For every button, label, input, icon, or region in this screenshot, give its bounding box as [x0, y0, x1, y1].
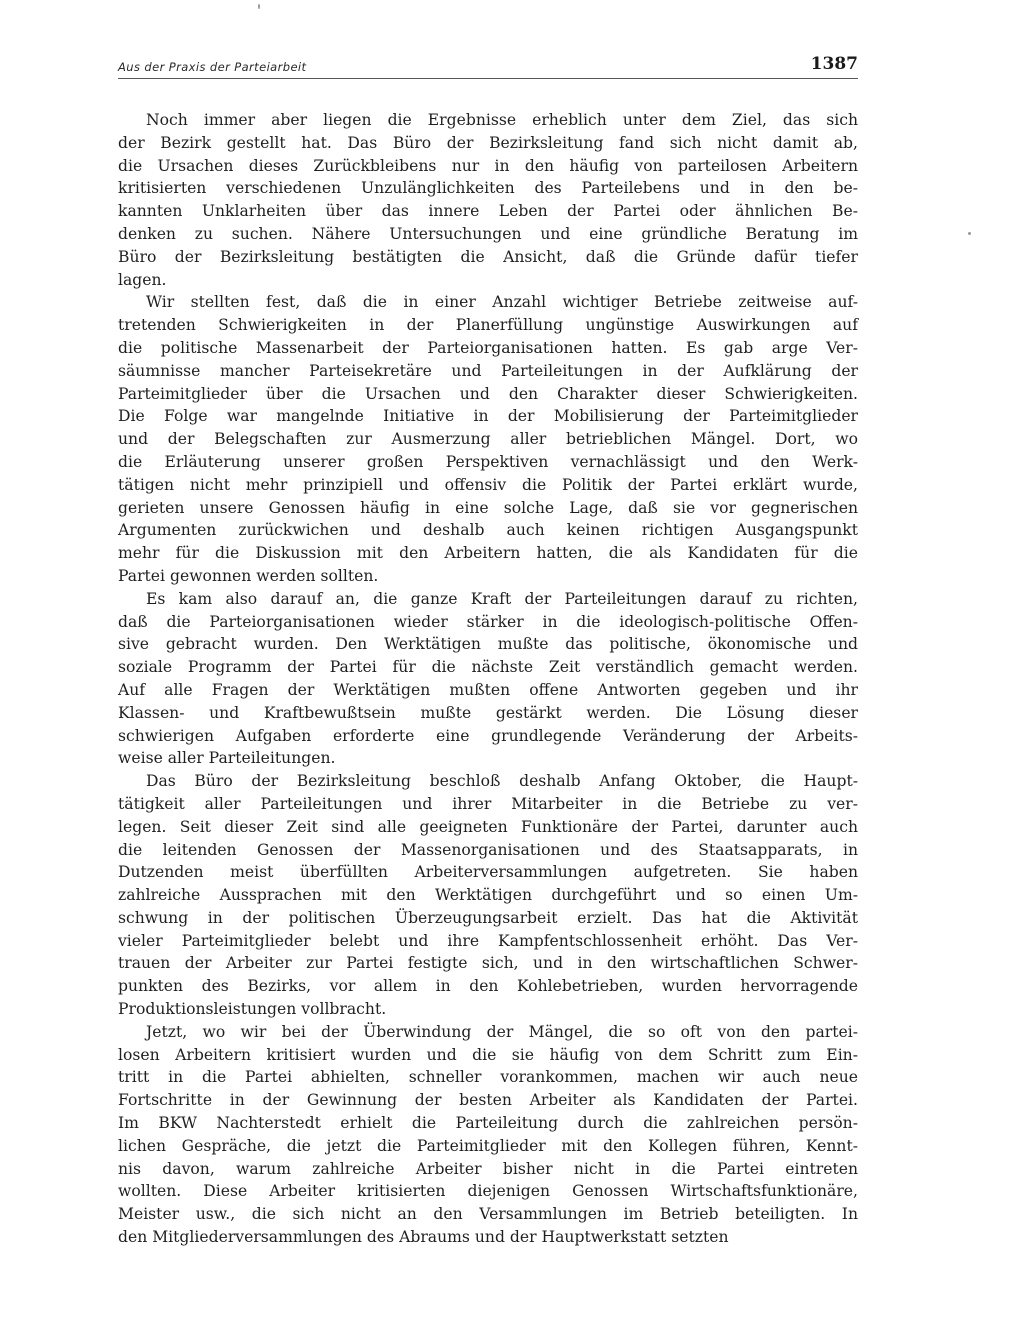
text-line: weise aller Parteileitungen.: [118, 749, 336, 768]
text-line: mehr für die Diskussion mit den Arbeitern hatten, die als Kandidaten für die: [118, 544, 858, 563]
text-line: Klassen- und Kraftbewußtsein mußte gestärkt werden. Die Lösung dieser: [118, 703, 858, 722]
header-rule: [118, 78, 858, 79]
text-line: Parteimitglieder über die Ursachen und den Charakter dieser Schwierigkeiten.: [118, 384, 858, 403]
scan-speck: [968, 232, 971, 235]
text-line: punkten des Bezirks, vor allem in den Kohlebetrieben, wurden hervorragende: [118, 977, 858, 996]
body-text: [118, 109, 858, 1249]
running-head: Aus der Praxis der Parteiarbeit: [118, 60, 307, 74]
text-line: und der Belegschaften zur Ausmerzung aller betrieblichen Mängel. Dort, wo: [118, 430, 858, 449]
text-line: Partei gewonnen werden sollten.: [118, 566, 379, 585]
text-line: tätigen nicht mehr prinzipiell und offensiv die Politik der Partei erklärt wurde,: [118, 475, 858, 494]
text-line: Argumenten zurückwichen und deshalb auch keinen richtigen Ausgangspunkt: [118, 521, 858, 540]
text-line: zahlreiche Aussprachen mit den Werktätigen durchgeführt und so einen Um-: [118, 886, 858, 905]
text-line: lagen.: [118, 270, 167, 289]
text-line: die leitenden Genossen der Massenorganisationen und des Staatsapparats, in: [118, 840, 858, 859]
text-line: Produktionsleistungen vollbracht.: [118, 1000, 387, 1019]
text-line: tretenden Schwierigkeiten in der Planerfüllung ungünstige Auswirkungen auf: [118, 316, 858, 335]
text-line: denken zu suchen. Nähere Untersuchungen und eine gründliche Beratung im: [118, 224, 858, 243]
text-line: die Ursachen dieses Zurückbleibens nur in den häufig von parteilosen Arbeitern: [118, 156, 858, 175]
text-line: Das Büro der Bezirksleitung beschloß deshalb Anfang Oktober, die Haupt-: [146, 772, 858, 791]
text-line: legen. Seit dieser Zeit sind alle geeigneten Funktionäre der Partei, darunter auch: [118, 817, 858, 836]
page-number: 1387: [810, 54, 858, 74]
paragraph: [118, 588, 858, 770]
text-line: schwierigen Aufgaben erforderte eine grundlegende Veränderung der Arbeits-: [118, 726, 858, 745]
text-line: Im BKW Nachterstedt erhielt die Parteileitung durch die zahlreichen persön-: [118, 1114, 858, 1133]
paragraph: [118, 770, 858, 1021]
text-line: Meister usw., die sich nicht an den Versammlungen im Betrieb beteiligten. In: [118, 1205, 858, 1224]
text-line: sive gebracht wurden. Den Werktätigen mußte das politische, ökonomische und: [118, 635, 858, 654]
text-line: nis davon, warum zahlreiche Arbeiter bisher nicht in die Partei eintreten: [118, 1159, 858, 1178]
page-header: [118, 54, 858, 82]
paragraph: [118, 291, 858, 587]
text-line: soziale Programm der Partei für die nächste Zeit verständlich gemacht werden.: [118, 658, 858, 677]
text-line: Die Folge war mangelnde Initiative in der Mobilisierung der Parteimitglieder: [118, 407, 858, 426]
text-line: losen Arbeitern kritisiert wurden und die sie häufig von dem Schritt zum Ein-: [118, 1045, 858, 1064]
text-line: den Mitgliederversammlungen des Abraums und der Hauptwerkstatt setzten: [118, 1228, 729, 1247]
text-line: wollten. Diese Arbeiter kritisierten diejenigen Genossen Wirtschaftsfunktionäre,: [118, 1182, 858, 1201]
text-line: gerieten unsere Genossen häufig in eine solche Lage, daß sie vor gegnerischen: [118, 498, 858, 517]
text-line: Jetzt, wo wir bei der Überwindung der Mängel, die so oft von den partei-: [146, 1022, 858, 1041]
text-line: Dutzenden meist überfüllten Arbeiterversammlungen aufgetreten. Sie haben: [118, 863, 858, 882]
text-line: tätigkeit aller Parteileitungen und ihrer Mitarbeiter in die Betriebe zu ver-: [118, 794, 858, 813]
paragraph: [118, 1021, 858, 1249]
text-line: die Erläuterung unserer großen Perspektiven vernachlässigt und den Werk-: [118, 452, 858, 471]
text-line: Noch immer aber liegen die Ergebnisse erheblich unter dem Ziel, das sich: [146, 111, 858, 129]
text-line: kannten Unklarheiten über das innere Leben der Partei oder ähnlichen Be-: [118, 202, 858, 221]
text-line: säumnisse mancher Parteisekretäre und Parteileitungen in der Aufklärung der: [118, 361, 858, 380]
text-line: Wir stellten fest, daß die in einer Anzahl wichtiger Betriebe zeitweise auf-: [146, 293, 858, 312]
text-line: Büro der Bezirksleitung bestätigten die Ansicht, daß die Gründe dafür tiefer: [118, 247, 858, 266]
text-line: vieler Parteimitglieder belebt und ihre Kampfentschlossenheit erhöht. Das Ver-: [118, 931, 858, 950]
text-line: schwung in der politischen Überzeugungsarbeit erzielt. Das hat die Aktivität: [118, 908, 858, 927]
text-line: Es kam also darauf an, die ganze Kraft der Parteileitungen darauf zu richten,: [146, 589, 858, 608]
scan-speck: [258, 4, 260, 9]
text-line: lichen Gespräche, die jetzt die Parteimitglieder mit den Kollegen führen, Kennt-: [118, 1136, 858, 1155]
text-line: kritisierten verschiedenen Unzulänglichkeiten des Parteilebens und in den be-: [118, 179, 858, 198]
text-line: die politische Massenarbeit der Parteiorganisationen hatten. Es gab arge Ver-: [118, 338, 858, 357]
text-line: trauen der Arbeiter zur Partei festigte sich, und in den wirtschaftlichen Schwer-: [118, 954, 858, 973]
text-line: Auf alle Fragen der Werktätigen mußten offene Antworten gegeben und ihr: [118, 680, 858, 699]
paragraph: [118, 109, 858, 291]
text-line: tritt in die Partei abhielten, schneller vorankommen, machen wir auch neue: [118, 1068, 858, 1087]
text-line: daß die Parteiorganisationen wieder stärker in die ideologisch-politische Offen-: [118, 612, 858, 631]
text-line: der Bezirk gestellt hat. Das Büro der Bezirksleitung fand sich nicht damit ab,: [118, 133, 858, 152]
text-line: Fortschritte in der Gewinnung der besten Arbeiter als Kandidaten der Partei.: [118, 1091, 858, 1110]
